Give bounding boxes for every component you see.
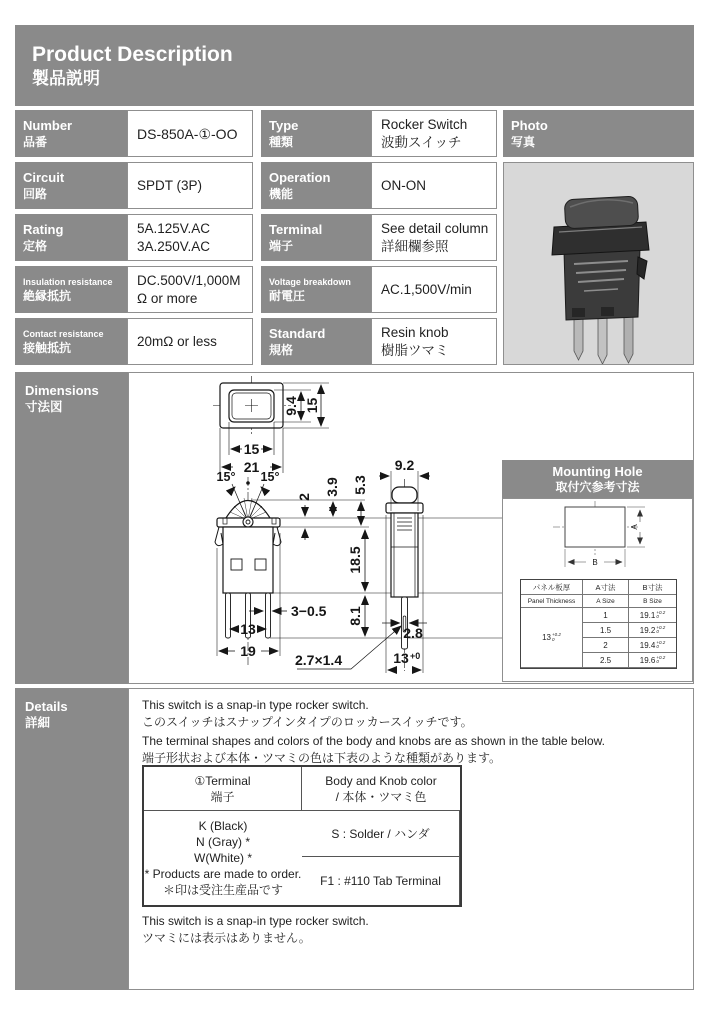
mh-thickness-1: 1 <box>583 608 629 623</box>
dim-topview-outer-h: 15 <box>304 397 320 414</box>
page-title <box>15 25 694 106</box>
mounting-hole-panel <box>502 498 693 682</box>
sideview-body <box>391 513 418 597</box>
dim-panel-base: 13 <box>393 650 409 666</box>
dimensions-section-label: Dimensions 寸法図 <box>15 372 128 684</box>
mh-thickness-3: 2 <box>583 638 629 653</box>
spec-label-operation: Operation 機能 <box>261 162 371 209</box>
frontview-pin-right <box>266 593 271 638</box>
mounting-dim-a: A <box>630 524 639 530</box>
dim-pin-width: 3−0.5 <box>291 603 327 619</box>
mh-b-size-2: 19.2 +0.2 0 <box>629 623 676 638</box>
details-section-label: Details 詳細 <box>15 688 128 990</box>
mounting-hole-drawing <box>503 499 692 575</box>
dim-angle-left: 15° <box>216 470 236 484</box>
dim-topview-inner-w: 15 <box>243 441 260 457</box>
dim-3-9: 3.9 <box>324 477 340 497</box>
spec-value-standard: Resin knob 樹脂ツマミ <box>371 318 497 365</box>
rocker-switch-photo-image <box>504 163 693 364</box>
details-content <box>128 688 694 990</box>
dimensions-drawing-area <box>128 372 694 684</box>
mounting-dim-b: B <box>592 558 598 567</box>
photo-pin-mid <box>598 317 607 364</box>
terminal-tab-row: F1 : #110 Tab Terminal <box>302 857 460 905</box>
spec-value-insulation: DC.500V/1,000M Ω or more <box>127 266 253 313</box>
mh-b-size-1: 19.1 +0.2 0 <box>629 608 676 623</box>
spec-value-circuit: SPDT (3P) <box>127 162 253 209</box>
frontview-body <box>223 527 273 593</box>
mh-col-thickness-jp: パネル板厚 <box>521 580 583 595</box>
dim-pin-offset: 2.8 <box>403 625 423 641</box>
frontview-pivot <box>243 517 253 527</box>
mh-col-b-en: B Size <box>629 595 676 608</box>
dim-panel-tolerance: +0 <box>410 651 421 661</box>
mounting-hole-table <box>520 579 677 669</box>
spec-value-rating: 5A.125V.AC 3A.250V.AC <box>127 214 253 261</box>
mh-col-b-jp: B寸法 <box>629 580 676 595</box>
spec-label-contact: Contact resistance 接触抵抗 <box>15 318 127 365</box>
spec-label-voltage: Voltage breakdown 耐電圧 <box>261 266 371 313</box>
spec-label-number: Number 品番 <box>15 110 127 157</box>
dim-pin-pitch: 13 <box>240 621 256 637</box>
dim-5-3: 5.3 <box>352 475 368 495</box>
mh-b-size-4: 19.6 +0.2 0 <box>629 653 676 668</box>
sideview-knob <box>392 487 417 503</box>
frontview-clip-left <box>215 527 223 546</box>
frontview-rocker-dome <box>226 501 270 519</box>
details-paragraph-1: This switch is a snap-in type rocker switch. このスイッチはスナップインタイプのロッカースイッチです。 <box>142 698 473 729</box>
terminal-header: ①Terminal 端子 <box>144 767 302 811</box>
photo-rocker-knob <box>564 196 638 229</box>
mh-col-thickness-en: Panel Thickness <box>521 595 583 608</box>
frontview-pin-left <box>226 593 231 638</box>
dim-topview-outer-w: 21 <box>243 459 260 475</box>
mh-col-a-en: A Size <box>583 595 629 608</box>
color-options-cell: K (Black) N (Gray) * W(White) * * Products are made to order. ＊印は受注生産品です <box>144 819 302 897</box>
dim-topview-inner-h: 9.4 <box>283 396 299 416</box>
mh-thickness-2: 1.5 <box>583 623 629 638</box>
dim-width: 19 <box>240 643 256 659</box>
photo-pin-right <box>624 312 633 363</box>
spec-label-type: Type 種類 <box>261 110 371 157</box>
product-photo <box>503 162 694 365</box>
dim-side-depth: 9.2 <box>394 457 415 473</box>
spec-label-insulation: Insulation resistance 絶縁抵抗 <box>15 266 127 313</box>
photo-label: Photo 写真 <box>503 110 694 157</box>
details-paragraph-2: The terminal shapes and colors of the body and knobs are as shown in the table below. 端子形状および本体・ツマミの色は下表のような種類があります。 <box>142 734 605 765</box>
spec-label-circuit: Circuit 回路 <box>15 162 127 209</box>
spec-label-terminal: Terminal 端子 <box>261 214 371 261</box>
page-title-jp: 製品説明 <box>32 68 100 88</box>
mh-thickness-4: 2.5 <box>583 653 629 668</box>
mounting-hole-rect <box>565 507 625 547</box>
terminal-color-table <box>142 765 462 907</box>
terminal-solder-row: S : Solder / ハンダ <box>302 811 460 857</box>
mh-a-size-value: 13 +0.2 0 <box>521 608 583 668</box>
dim-hole-size: 2.7×1.4 <box>295 652 343 668</box>
spec-value-type: Rocker Switch 波動スイッチ <box>371 110 497 157</box>
spec-value-terminal: See detail column 詳細欄参照 <box>371 214 497 261</box>
spec-value-operation: ON-ON <box>371 162 497 209</box>
dim-pin-length: 8.1 <box>347 606 363 626</box>
dim-body-depth: 18.5 <box>347 546 363 574</box>
page-title-en: Product Description <box>32 42 233 66</box>
dim-knob-height: 2 <box>296 493 312 501</box>
spec-label-standard: Standard 規格 <box>261 318 371 365</box>
mounting-hole-title: Mounting Hole 取付穴参考寸法 <box>502 460 693 498</box>
spec-value-number: DS-850A-①-OO <box>127 110 253 157</box>
sideview-flange <box>386 503 423 513</box>
spec-value-voltage: AC.1,500V/min <box>371 266 497 313</box>
spec-label-rating: Rating 定格 <box>15 214 127 261</box>
sideview-pin <box>402 597 408 649</box>
mh-b-size-3: 19.4 +0.2 0 <box>629 638 676 653</box>
dim-angle-right: 15° <box>260 470 280 484</box>
color-header: Body and Knob color / 本体・ツマミ色 <box>302 767 460 811</box>
details-paragraph-3: This switch is a snap-in type rocker switch. ツマミには表示はありません。 <box>142 914 369 945</box>
spec-value-contact: 20mΩ or less <box>127 318 253 365</box>
mh-col-a-jp: A寸法 <box>583 580 629 595</box>
